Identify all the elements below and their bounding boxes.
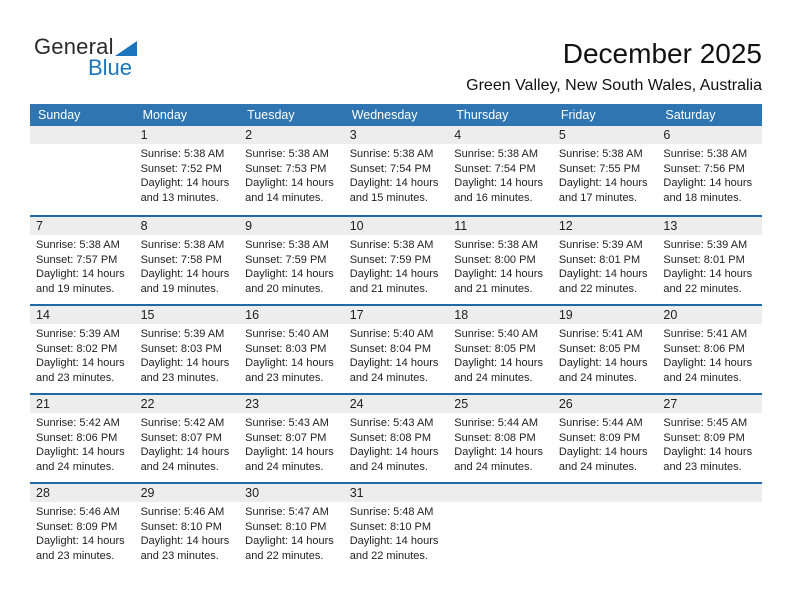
sunrise-text: Sunrise: 5:48 AM [349, 506, 434, 518]
daylight-text: Daylight: 14 hours and 23 minutes. [140, 357, 230, 384]
daylight-text: Daylight: 14 hours and 18 minutes. [663, 177, 753, 204]
day-cell [553, 217, 658, 304]
weekday-header-monday: Monday [142, 108, 188, 122]
day-cell [135, 306, 240, 393]
day-number [448, 484, 553, 502]
sunrise-text: Sunrise: 5:38 AM [245, 239, 329, 251]
day-details [657, 144, 762, 205]
day-number: 26 [553, 395, 658, 413]
sunrise-text: Sunrise: 5:40 AM [454, 328, 539, 340]
day-cell [448, 306, 553, 393]
sunset-text: Sunset: 7:54 PM [454, 162, 536, 175]
sunrise-text: Sunrise: 5:39 AM [663, 239, 748, 251]
daylight-text: Daylight: 14 hours and 23 minutes. [36, 535, 125, 562]
sunset-text: Sunset: 8:01 PM [663, 253, 745, 266]
title-block [466, 38, 762, 95]
day-cell [657, 217, 762, 304]
daylight-text: Daylight: 14 hours and 22 minutes. [663, 268, 753, 295]
day-number: 5 [553, 126, 658, 144]
sunset-text: Sunset: 7:52 PM [140, 162, 222, 175]
day-cell [135, 217, 240, 304]
day-cell [30, 395, 135, 482]
sunrise-text: Sunrise: 5:38 AM [349, 239, 434, 251]
day-cell [135, 395, 240, 482]
calendar-grid [30, 126, 762, 571]
daylight-text: Daylight: 14 hours and 22 minutes. [245, 535, 334, 562]
sunrise-text: Sunrise: 5:38 AM [454, 148, 539, 160]
daylight-text: Daylight: 14 hours and 24 minutes. [558, 357, 648, 384]
week-row [30, 304, 762, 393]
day-cell [448, 217, 553, 304]
day-details [448, 144, 553, 205]
day-number: 7 [30, 217, 135, 235]
daylight-text: Daylight: 14 hours and 17 minutes. [558, 177, 648, 204]
daylight-text: Daylight: 14 hours and 24 minutes. [454, 446, 543, 473]
daylight-text: Daylight: 14 hours and 22 minutes. [558, 268, 648, 295]
sunrise-text: Sunrise: 5:38 AM [663, 148, 748, 160]
day-details [344, 235, 449, 296]
day-details [657, 235, 762, 296]
week-row [30, 215, 762, 304]
day-details [344, 324, 449, 385]
day-details [135, 502, 240, 563]
sunrise-text: Sunrise: 5:44 AM [558, 417, 643, 429]
daylight-text: Daylight: 14 hours and 23 minutes. [663, 446, 753, 473]
day-cell [553, 306, 658, 393]
day-cell [239, 395, 344, 482]
day-details [553, 144, 658, 205]
sunrise-text: Sunrise: 5:39 AM [36, 328, 120, 340]
sunset-text: Sunset: 7:59 PM [349, 253, 432, 266]
daylight-text: Daylight: 14 hours and 23 minutes. [36, 357, 125, 384]
sunset-text: Sunset: 8:09 PM [558, 431, 641, 444]
day-number: 31 [344, 484, 449, 502]
sunset-text: Sunset: 8:09 PM [36, 520, 118, 533]
sunrise-text: Sunrise: 5:38 AM [454, 239, 539, 251]
empty-day-cell [448, 484, 553, 571]
sunset-text: Sunset: 8:10 PM [349, 520, 432, 533]
sunrise-text: Sunrise: 5:43 AM [245, 417, 329, 429]
sunrise-text: Sunrise: 5:43 AM [349, 417, 434, 429]
sunset-text: Sunset: 7:53 PM [245, 162, 327, 175]
day-details [553, 413, 658, 474]
day-details [135, 413, 240, 474]
day-number: 12 [553, 217, 658, 235]
day-cell [135, 126, 240, 215]
day-details [135, 324, 240, 385]
weekday-header-friday: Friday [560, 108, 596, 122]
day-number [553, 484, 658, 502]
day-number: 10 [344, 217, 449, 235]
day-number: 29 [135, 484, 240, 502]
weekday-header-tuesday: Tuesday [247, 108, 295, 122]
day-number: 23 [239, 395, 344, 413]
sunset-text: Sunset: 8:06 PM [36, 431, 118, 444]
logo-triangle-icon [115, 41, 137, 56]
sunrise-text: Sunrise: 5:41 AM [663, 328, 748, 340]
sunrise-text: Sunrise: 5:38 AM [349, 148, 434, 160]
sunrise-text: Sunrise: 5:41 AM [558, 328, 643, 340]
day-details [30, 502, 135, 563]
sunrise-text: Sunrise: 5:38 AM [558, 148, 643, 160]
day-cell [239, 217, 344, 304]
empty-day-cell [553, 484, 658, 571]
day-number: 22 [135, 395, 240, 413]
daylight-text: Daylight: 14 hours and 24 minutes. [245, 446, 334, 473]
sunset-text: Sunset: 7:55 PM [558, 162, 641, 175]
sunset-text: Sunset: 8:07 PM [245, 431, 327, 444]
day-number: 8 [135, 217, 240, 235]
day-number [30, 126, 135, 144]
day-details [448, 235, 553, 296]
general-blue-logo [34, 36, 154, 78]
sunrise-text: Sunrise: 5:42 AM [36, 417, 120, 429]
day-cell [239, 306, 344, 393]
day-details [448, 324, 553, 385]
day-details [30, 235, 135, 296]
weekday-header-thursday: Thursday [456, 108, 509, 122]
daylight-text: Daylight: 14 hours and 24 minutes. [349, 446, 439, 473]
day-number: 11 [448, 217, 553, 235]
sunrise-text: Sunrise: 5:38 AM [140, 239, 225, 251]
empty-day-cell [30, 126, 135, 215]
sunrise-text: Sunrise: 5:38 AM [140, 148, 225, 160]
day-number: 19 [553, 306, 658, 324]
day-number: 20 [657, 306, 762, 324]
sunrise-text: Sunrise: 5:39 AM [140, 328, 225, 340]
day-cell [135, 484, 240, 571]
day-cell [344, 484, 449, 571]
sunset-text: Sunset: 8:03 PM [140, 342, 222, 355]
sunset-text: Sunset: 8:08 PM [454, 431, 536, 444]
sunset-text: Sunset: 8:05 PM [558, 342, 641, 355]
day-number: 9 [239, 217, 344, 235]
day-cell [657, 126, 762, 215]
day-cell [657, 306, 762, 393]
day-number: 3 [344, 126, 449, 144]
sunrise-text: Sunrise: 5:40 AM [349, 328, 434, 340]
day-details [30, 413, 135, 474]
day-details [135, 144, 240, 205]
sunset-text: Sunset: 8:00 PM [454, 253, 536, 266]
day-cell [239, 126, 344, 215]
sunset-text: Sunset: 8:01 PM [558, 253, 641, 266]
daylight-text: Daylight: 14 hours and 23 minutes. [140, 535, 230, 562]
day-cell [239, 484, 344, 571]
weekday-header-row [30, 104, 762, 126]
daylight-text: Daylight: 14 hours and 24 minutes. [663, 357, 753, 384]
sunrise-text: Sunrise: 5:47 AM [245, 506, 329, 518]
sunrise-text: Sunrise: 5:46 AM [140, 506, 225, 518]
day-cell [30, 217, 135, 304]
sunrise-text: Sunrise: 5:38 AM [245, 148, 329, 160]
day-cell [344, 395, 449, 482]
sunrise-text: Sunrise: 5:39 AM [558, 239, 643, 251]
sunset-text: Sunset: 8:10 PM [245, 520, 327, 533]
day-details [344, 144, 449, 205]
day-number: 16 [239, 306, 344, 324]
day-details [448, 413, 553, 474]
daylight-text: Daylight: 14 hours and 21 minutes. [349, 268, 439, 295]
day-number: 21 [30, 395, 135, 413]
day-number: 18 [448, 306, 553, 324]
day-cell [657, 395, 762, 482]
day-details [657, 324, 762, 385]
daylight-text: Daylight: 14 hours and 24 minutes. [558, 446, 648, 473]
day-number: 4 [448, 126, 553, 144]
sunrise-text: Sunrise: 5:46 AM [36, 506, 120, 518]
sunset-text: Sunset: 8:02 PM [36, 342, 118, 355]
day-details [239, 413, 344, 474]
day-number: 6 [657, 126, 762, 144]
daylight-text: Daylight: 14 hours and 15 minutes. [349, 177, 439, 204]
sunset-text: Sunset: 8:03 PM [245, 342, 327, 355]
sunset-text: Sunset: 8:07 PM [140, 431, 222, 444]
day-number: 28 [30, 484, 135, 502]
daylight-text: Daylight: 14 hours and 13 minutes. [140, 177, 230, 204]
logo-text-general: General [34, 34, 114, 59]
day-cell [448, 126, 553, 215]
week-row [30, 482, 762, 571]
daylight-text: Daylight: 14 hours and 16 minutes. [454, 177, 543, 204]
sunset-text: Sunset: 7:56 PM [663, 162, 745, 175]
sunrise-text: Sunrise: 5:42 AM [140, 417, 225, 429]
sunset-text: Sunset: 8:09 PM [663, 431, 745, 444]
sunset-text: Sunset: 8:06 PM [663, 342, 745, 355]
week-row [30, 393, 762, 482]
day-cell [344, 306, 449, 393]
calendar-table [30, 104, 762, 571]
sunset-text: Sunset: 7:57 PM [36, 253, 118, 266]
sunset-text: Sunset: 8:05 PM [454, 342, 536, 355]
day-cell [30, 306, 135, 393]
day-number: 17 [344, 306, 449, 324]
page-title: December 2025 [562, 38, 762, 69]
day-details [657, 413, 762, 474]
day-number: 24 [344, 395, 449, 413]
day-number: 30 [239, 484, 344, 502]
day-details [239, 235, 344, 296]
sunset-text: Sunset: 7:54 PM [349, 162, 432, 175]
day-number: 13 [657, 217, 762, 235]
empty-day-cell [657, 484, 762, 571]
sunset-text: Sunset: 7:58 PM [140, 253, 222, 266]
day-number: 14 [30, 306, 135, 324]
day-cell [344, 126, 449, 215]
logo-text-blue: Blue [88, 55, 133, 80]
day-cell [553, 126, 658, 215]
day-number: 15 [135, 306, 240, 324]
location-subtitle: Green Valley, New South Wales, Australia [466, 77, 762, 95]
daylight-text: Daylight: 14 hours and 24 minutes. [349, 357, 439, 384]
sunrise-text: Sunrise: 5:44 AM [454, 417, 539, 429]
day-number: 1 [135, 126, 240, 144]
sunset-text: Sunset: 7:59 PM [245, 253, 327, 266]
sunrise-text: Sunrise: 5:40 AM [245, 328, 329, 340]
day-cell [553, 395, 658, 482]
daylight-text: Daylight: 14 hours and 24 minutes. [36, 446, 125, 473]
sunrise-text: Sunrise: 5:45 AM [663, 417, 748, 429]
sunset-text: Sunset: 8:04 PM [349, 342, 432, 355]
day-number: 25 [448, 395, 553, 413]
daylight-text: Daylight: 14 hours and 19 minutes. [140, 268, 230, 295]
daylight-text: Daylight: 14 hours and 20 minutes. [245, 268, 334, 295]
daylight-text: Daylight: 14 hours and 24 minutes. [140, 446, 230, 473]
daylight-text: Daylight: 14 hours and 19 minutes. [36, 268, 125, 295]
day-details [239, 324, 344, 385]
sunset-text: Sunset: 8:08 PM [349, 431, 432, 444]
daylight-text: Daylight: 14 hours and 23 minutes. [245, 357, 334, 384]
day-number: 2 [239, 126, 344, 144]
day-cell [344, 217, 449, 304]
sunrise-text: Sunrise: 5:38 AM [36, 239, 120, 251]
day-cell [448, 395, 553, 482]
daylight-text: Daylight: 14 hours and 22 minutes. [349, 535, 439, 562]
day-details [553, 235, 658, 296]
weekday-header-saturday: Saturday [665, 108, 716, 122]
daylight-text: Daylight: 14 hours and 14 minutes. [245, 177, 334, 204]
daylight-text: Daylight: 14 hours and 24 minutes. [454, 357, 543, 384]
weekday-header-sunday: Sunday [38, 108, 81, 122]
day-details [239, 144, 344, 205]
day-number [657, 484, 762, 502]
daylight-text: Daylight: 14 hours and 21 minutes. [454, 268, 543, 295]
weekday-header-wednesday: Wednesday [351, 108, 418, 122]
day-details [30, 324, 135, 385]
day-cell [30, 484, 135, 571]
sunset-text: Sunset: 8:10 PM [140, 520, 222, 533]
week-row [30, 126, 762, 215]
day-details [239, 502, 344, 563]
day-number: 27 [657, 395, 762, 413]
day-details [344, 502, 449, 563]
day-details [135, 235, 240, 296]
day-details [553, 324, 658, 385]
day-details [344, 413, 449, 474]
